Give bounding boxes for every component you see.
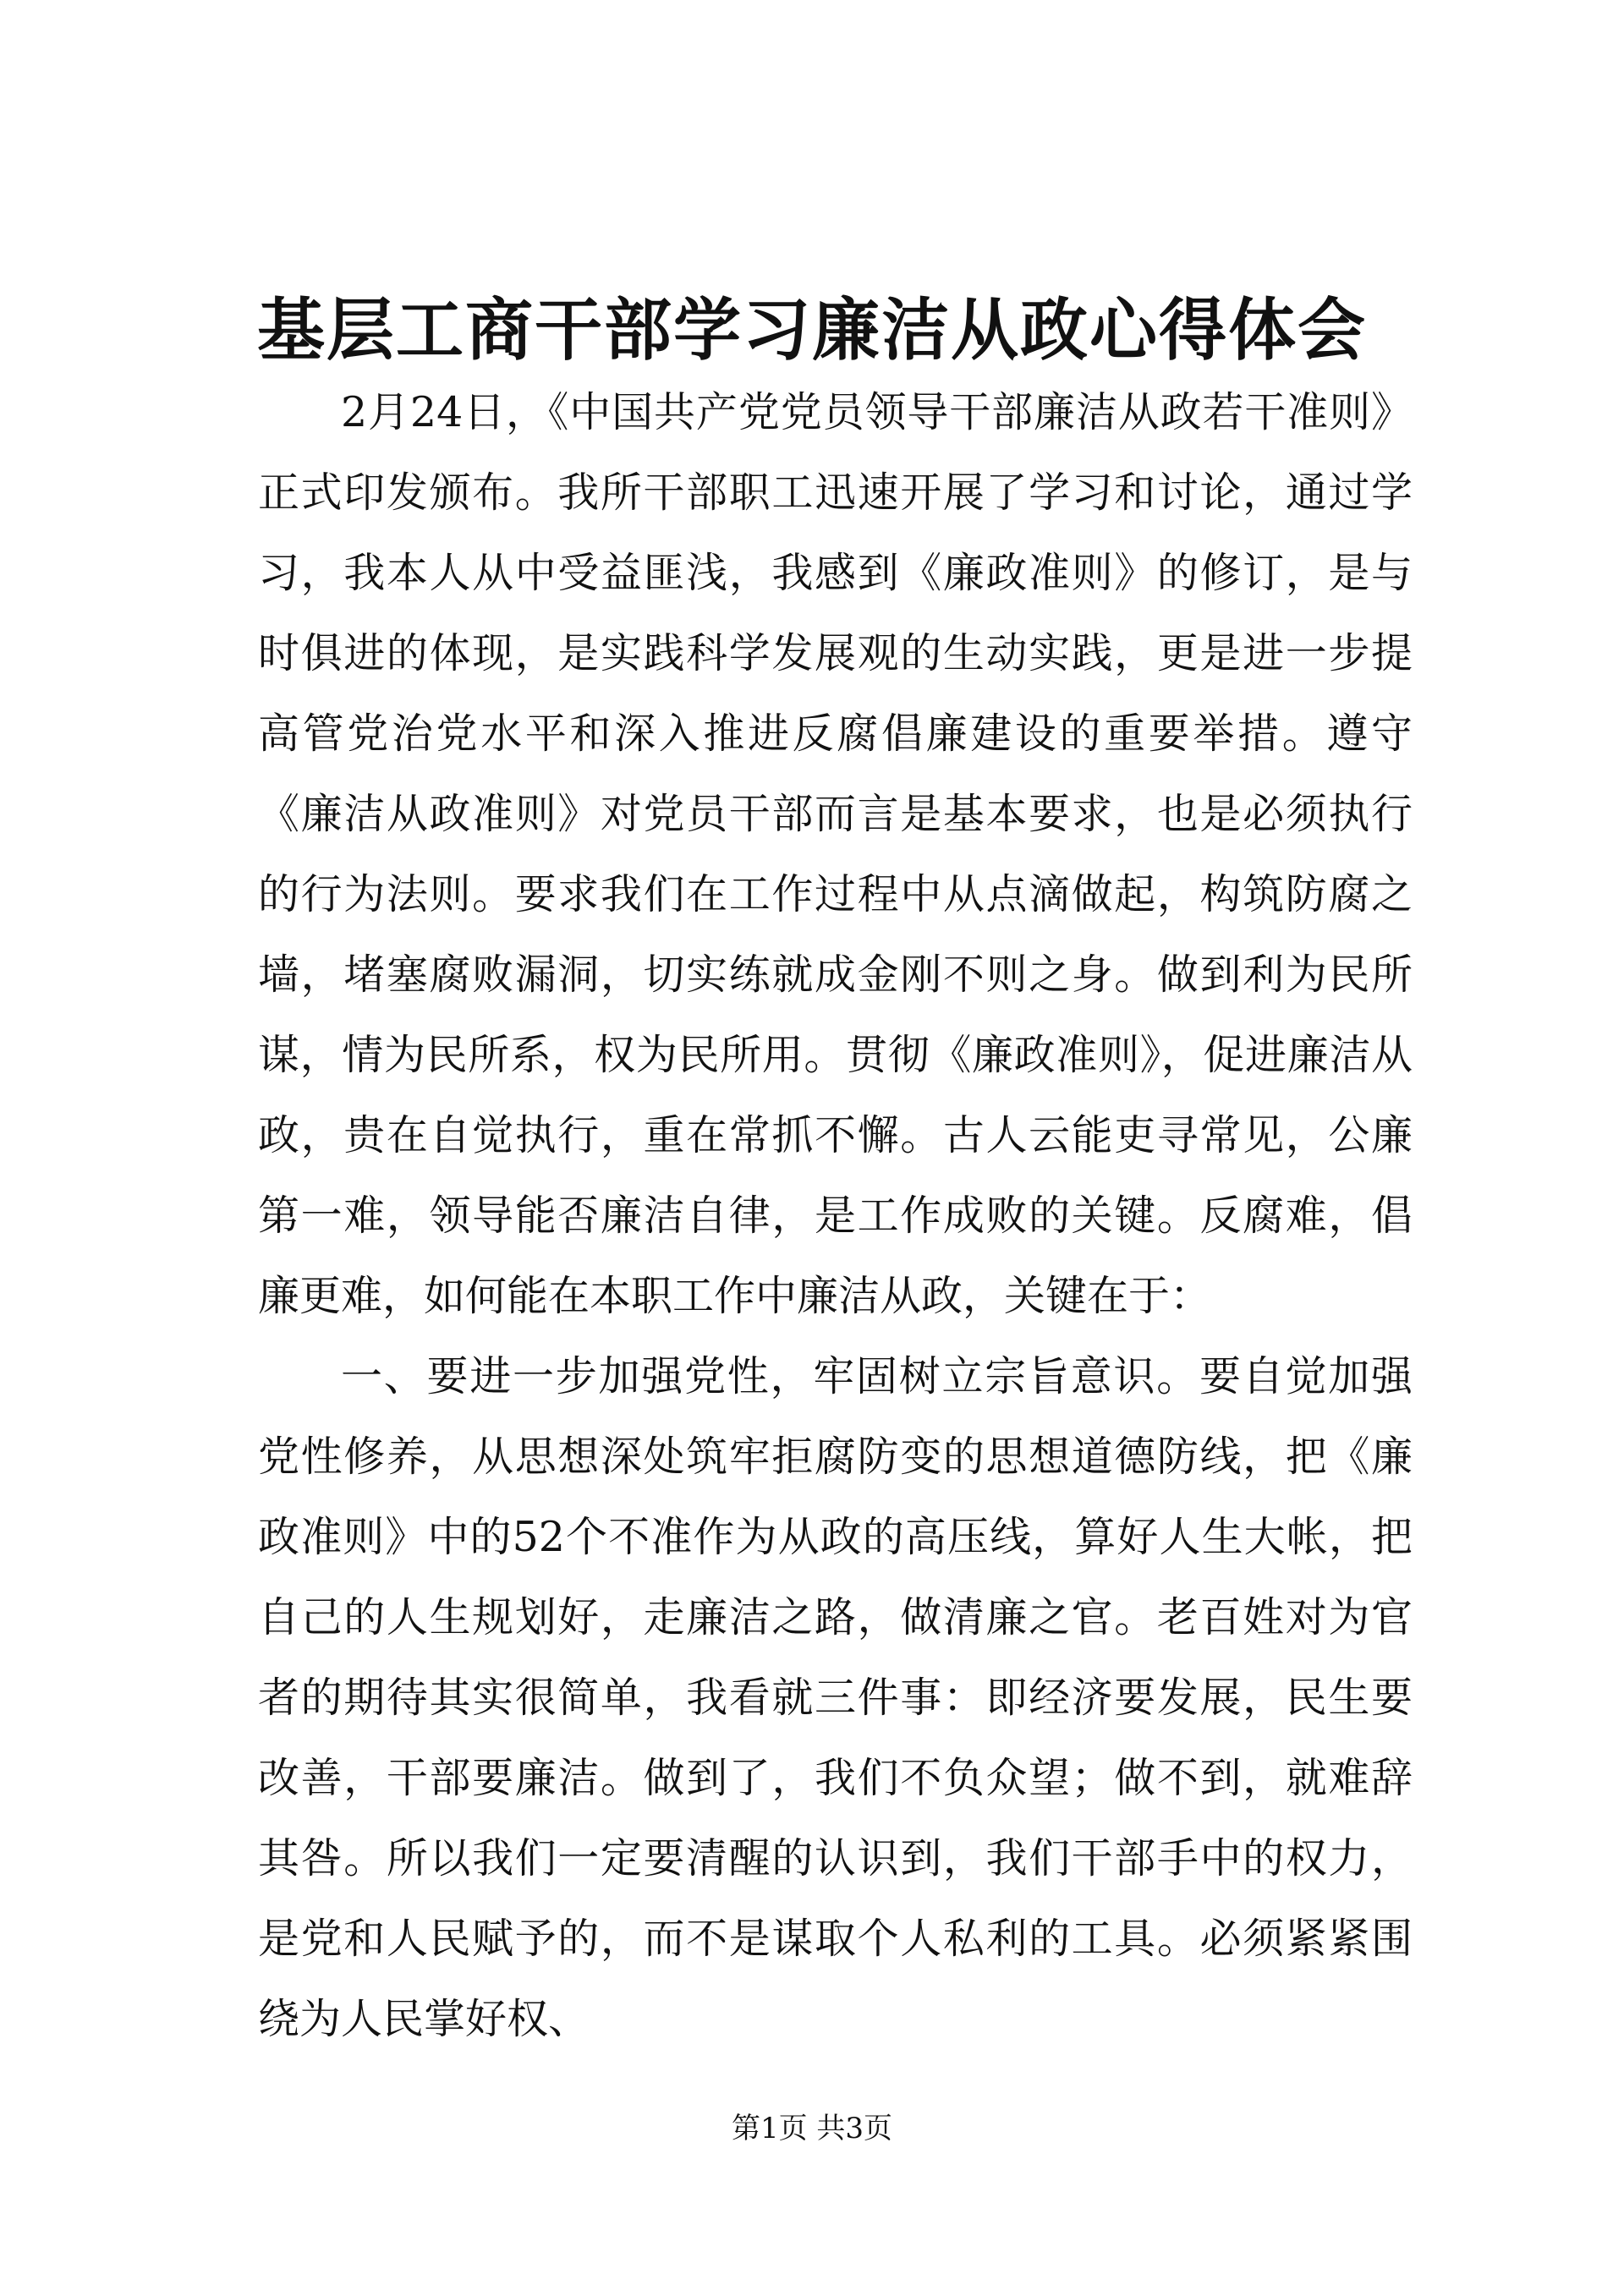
paragraph-intro: 2月24日，《中国共产党党员领导干部廉洁从政若干准则》正式印发颁布。我所干部职工迅速开展了学习和讨论，通过学习，我本人从中受益匪浅，我感到《廉政准则》的修订，是与时俱进的体现，是实践科学发展观的生动实践，更是进一步提高管党治党水平和深入推进反腐倡廉建设的重要举措。遵守《廉洁从政准则》对党员干部而言是基本要求，也是必须执行的行为法则。要求我们在工作过程中从点滴做起，构筑防腐之墙，堵塞腐败漏洞，切实练就成金刚不则之身。做到利为民所谋，情为民所系，权为民所用。贯彻《廉政准则》，促进廉洁从政，贵在自觉执行，重在常抓不懈。古人云能吏寻常见，公廉第一难，领导能否廉洁自律，是工作成败的关键。反腐难，倡廉更难，如何能在本职工作中廉洁从政，关键在于： xyxy=(258,388,1413,1320)
paragraph-point-one: 一、要进一步加强党性，牢固树立宗旨意识。要自觉加强党性修养，从思想深处筑牢拒腐防变的思想道德防线，把《廉政准则》中的52个不准作为从政的高压线，算好人生大帐，把自己的人生规划好，走廉洁之路，做清廉之官。老百姓对为官者的期待其实很简单，我看就三件事：即经济要发展，民生要改善，干部要廉洁。做到了，我们不负众望；做不到，就难辞其咎。所以我们一定要清醒的认识到，我们干部手中的权力，是党和人民赋予的，而不是谋取个人私利的工具。必须紧紧围绕为人民掌好权、 xyxy=(258,1352,1413,2043)
page-number-footer: 第1页 共3页 xyxy=(731,2112,893,2145)
page-title: 基层工商干部学习廉洁从政心得体会 xyxy=(257,290,1367,370)
document-body xyxy=(258,372,1413,2059)
